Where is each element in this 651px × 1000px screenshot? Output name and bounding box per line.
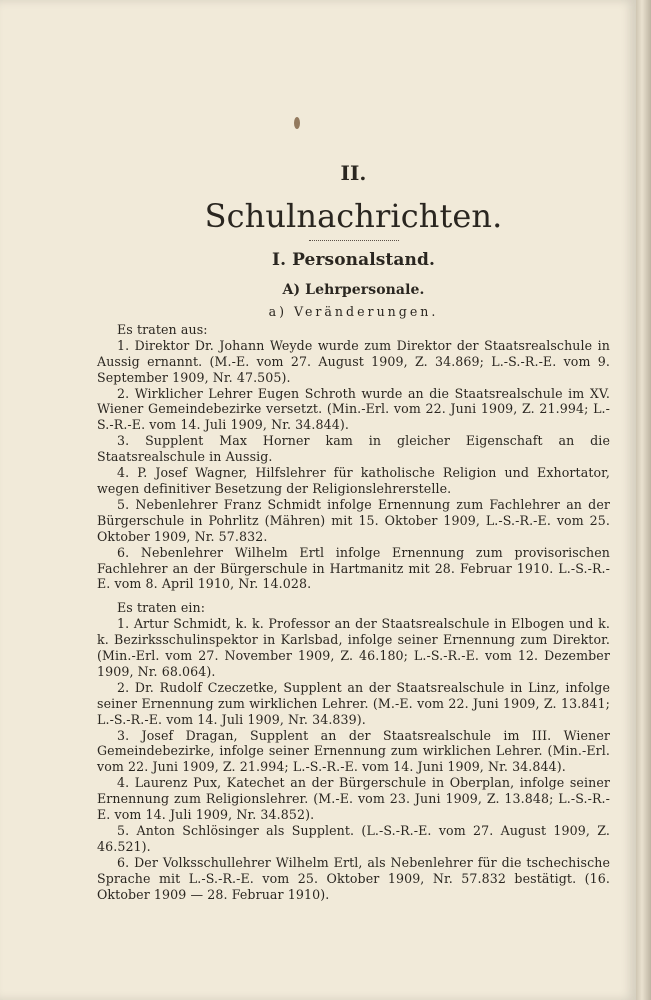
left-item: 1. Direktor Dr. Johann Weyde wurde zum Direktor der Staatsrealschule in Aussig ernannt. (M.-E. vom 27. August 1909, Z. 34.869; L.-S.-R.-E. vom 9. September 1909, Nr. 47.505). bbox=[97, 337, 610, 385]
page-edge bbox=[636, 0, 651, 1000]
left-item: 6. Nebenlehrer Wilhelm Ertl infolge Ernennung zum provisorischen Fachlehrer an der Bürgerschule in Hartmanitz mit 28. Februar 1910. L.-S.-R.-E. vom 8. April 1910, Nr. 14.028. bbox=[97, 544, 610, 592]
ink-stain bbox=[294, 117, 300, 129]
page-content bbox=[97, 160, 610, 903]
left-item: 4. P. Josef Wagner, Hilfslehrer für katholische Religion und Exhortator, wegen definitiver Besetzung der Religionslehrerstelle. bbox=[97, 465, 610, 496]
left-item: 3. Supplent Max Horner kam in gleicher Eigenschaft an die Staatsrealschule in Aussig. bbox=[97, 433, 610, 465]
entered-intro: Es traten ein: bbox=[117, 600, 206, 616]
left-item: 5. Nebenlehrer Franz Schmidt infolge Ernennung zum Fachlehrer an der Bürgerschule in Pohrlitz (Mähren) mit 15. Oktober 1909, L.-S.-R.-E. vom 25. Oktober 1909, Nr. 57.832. bbox=[97, 496, 610, 544]
entered-item: 1. Artur Schmidt, k. k. Professor an der Staatsrealschule in Elbogen und k. k. Bezirksschulinspektor in Karlsbad, infolge seiner Ernennung zum Direktor. (Min.-Erl. vom 27. November 1909, Z. 46.180; L.-S.-R.-E. vom 12. Dezember 1909, Nr. 68.064). bbox=[97, 616, 610, 679]
changes-heading: a) Veränderungen. bbox=[268, 304, 439, 319]
left-item: 2. Wirklicher Lehrer Eugen Schroth wurde an die Staatsrealschule im XV. Wiener Gemeindebezirke versetzt. (Min.-Erl. vom 22. Juni 1909, Z. 21.994; L.-S.-R.-E. vom 14. Juli 1909, Nr. 34.844). bbox=[97, 385, 610, 433]
page-title: Schulnachrichten. bbox=[204, 197, 503, 235]
sub-subsection-heading: A) Lehrpersonale. bbox=[282, 282, 425, 298]
entered-item: 4. Laurenz Pux, Katechet an der Bürgerschule in Oberplan, infolge seiner Ernennung zum Religionslehrer. (M.-E. vom 23. Juni 1909, Z. 13.848; L.-S.-R.-E. vom 14. Juli 1909, Nr. 34.852). bbox=[97, 775, 610, 823]
entered-item: 2. Dr. Rudolf Czeczetke, Supplent an der Staatsrealschule in Linz, infolge seiner Ernennung zum wirklichen Lehrer. (M.-E. vom 22. Juni 1909, Z. 13.841; L.-S.-R.-E. vom 14. Juli 1909, Nr. 34.839). bbox=[97, 679, 610, 727]
title-divider bbox=[309, 240, 399, 241]
left-intro: Es traten aus: bbox=[117, 321, 208, 337]
section-number: II. bbox=[340, 161, 367, 185]
subsection-heading: I. Personalstand. bbox=[272, 250, 435, 270]
entered-item: 6. Der Volksschullehrer Wilhelm Ertl, als Nebenlehrer für die tschechische Sprache mit L.-S.-R.-E. vom 25. Oktober 1909, Nr. 57.832 bestätigt. (16. Oktober 1909 — 28. Februar 1910). bbox=[97, 854, 610, 902]
entered-item: 3. Josef Dragan, Supplent an der Staatsrealschule im III. Wiener Gemeindebezirke, infolge seiner Ernennung zum wirklichen Lehrer. (Min.-Erl. vom 22. Juni 1909, Z. 21.994; L.-S.-R.-E. vom 14. Juni 1909, Nr. 34.844). bbox=[97, 727, 610, 775]
entered-item: 5. Anton Schlösinger als Supplent. (L.-S.-R.-E. vom 27. August 1909, Z. 46.521). bbox=[97, 823, 610, 854]
